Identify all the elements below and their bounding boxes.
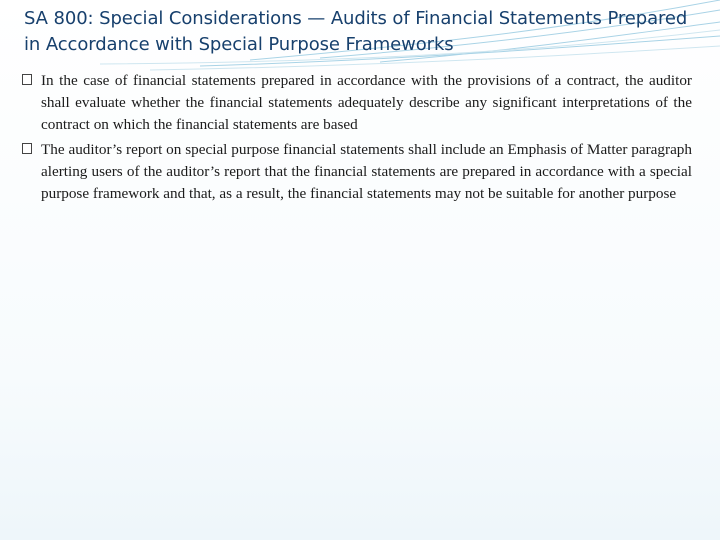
bullet-text: The auditor’s report on special purpose financial statements shall include an Emphasis of Matter paragraph alerting users of the auditor’s report that the financial statements are prepared in accordance with a special purpose framework and that, as a result, the financial statements may not be suitable for another purpose bbox=[41, 141, 692, 202]
bullet-text: In the case of financial statements prepared in accordance with the provisions of a contract, the auditor shall evaluate whether the financial statements adequately describe any significant interpretations of the contract on which the financial statements are based bbox=[41, 72, 692, 133]
square-bullet-icon bbox=[22, 74, 32, 85]
bullet-item bbox=[22, 139, 692, 205]
bullet-item bbox=[22, 70, 692, 136]
bullet-list bbox=[22, 70, 692, 208]
square-bullet-icon bbox=[22, 143, 32, 154]
slide-title: SA 800: Special Considerations — Audits of Financial Statements Prepared in Accordance with Special Purpose Frameworks bbox=[24, 8, 688, 55]
